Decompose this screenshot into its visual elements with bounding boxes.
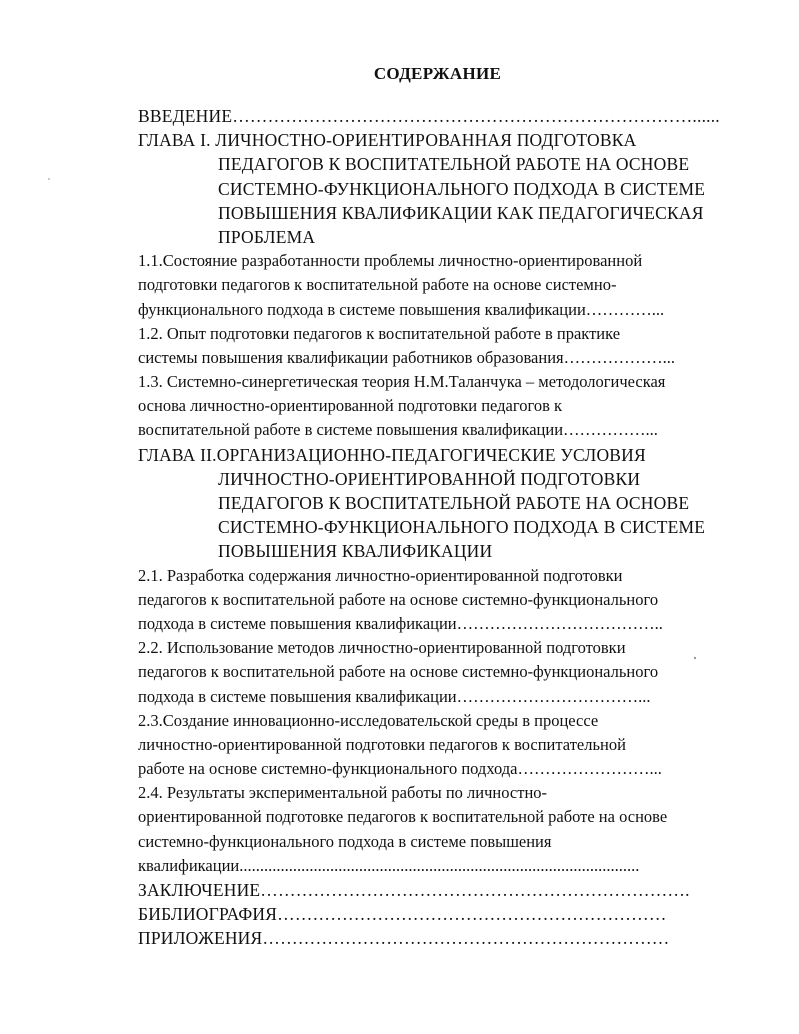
toc-entry-introduction: ВВЕДЕНИЕ……………………………………………………………………...... [138,106,720,126]
toc-chapter-2-heading-line: ПЕДАГОГОВ К ВОСПИТАТЕЛЬНОЙ РАБОТЕ НА ОСНОВЕ [218,493,690,513]
toc-section-1-1-line: подготовки педагогов к воспитательной работе на основе системно- [138,275,617,295]
scan-speck [694,657,696,659]
page-title: СОДЕРЖАНИЕ [373,64,502,83]
toc-chapter-2-heading-line: СИСТЕМНО-ФУНКЦИОНАЛЬНОГО ПОДХОДА В СИСТЕМЕ [218,517,706,538]
toc-chapter-1-heading-line: ПРОБЛЕМА [218,226,316,247]
toc-section-2-2-line: подхода в системе повышения квалификации……………………………... [138,686,651,706]
toc-entry-bibliography: БИБЛИОГРАФИЯ………………………………………………………… [138,904,667,925]
toc-section-1-2: 1.2. Опыт подготовки педагогов к воспитательной работе в практике [138,323,621,343]
toc-section-2-3-line: работе на основе системно-функционального подхода……………………... [138,759,662,779]
toc-section-2-3-line: личностно-ориентированной подготовки педагогов к воспитательной [138,734,626,754]
toc-chapter-2-heading-line: ПОВЫШЕНИЯ КВАЛИФИКАЦИИ [218,541,493,562]
toc-section-1-3: 1.3. Системно-синергетическая теория Н.М.Таланчука – методологическая [138,372,666,392]
table-of-contents [138,104,738,951]
toc-section-2-2-line: педагогов к воспитательной работе на основе системно-функционального [138,662,659,682]
toc-chapter-2-heading: ГЛАВА II.ОРГАНИЗАЦИОННО-ПЕДАГОГИЧЕСКИЕ УСЛОВИЯ [138,444,646,465]
toc-section-2-4-line: системно-функционального подхода в системе повышения [138,831,552,851]
toc-section-2-4-line: ориентированной подготовке педагогов к воспитательной работе на основе [138,807,668,827]
toc-chapter-1-heading-line: ПЕДАГОГОВ К ВОСПИТАТЕЛЬНОЙ РАБОТЕ НА ОСНОВЕ [218,154,690,175]
toc-section-2-1-line: педагогов к воспитательной работе на основе системно-функционального [138,589,659,609]
toc-section-2-3: 2.3.Создание инновационно-исследовательской среды в процессе [138,710,599,730]
toc-section-2-2: 2.2. Использование методов личностно-ориентированной подготовки [138,638,626,658]
toc-section-2-4: 2.4. Результаты экспериментальной работы по личностно- [138,783,548,803]
toc-section-2-1: 2.1. Разработка содержания личностно-ориентированной подготовки [138,565,623,585]
toc-section-1-1-line: функционального подхода в системе повышения квалификации…………... [138,299,665,319]
toc-chapter-2-heading-line: ЛИЧНОСТНО-ОРИЕНТИРОВАННОЙ ПОДГОТОВКИ [218,468,641,489]
toc-section-1-1: 1.1.Состояние разработанности проблемы личностно-ориентированной [138,251,643,271]
toc-section-1-2-line: системы повышения квалификации работников образования………………... [138,347,675,367]
toc-section-1-3-line: основа личностно-ориентированной подготовки педагогов к [138,396,563,416]
toc-chapter-1-heading-line: ПОВЫШЕНИЯ КВАЛИФИКАЦИИ КАК ПЕДАГОГИЧЕСКАЯ [218,202,704,223]
toc-section-2-4-line: квалификации................................................................................................. [138,855,640,875]
toc-entry-appendices: ПРИЛОЖЕНИЯ…………………………………………………………… [138,928,670,949]
toc-entry-conclusion: ЗАКЛЮЧЕНИЕ………………………………………………………………. [138,880,690,900]
toc-chapter-1-heading-line: СИСТЕМНО-ФУНКЦИОНАЛЬНОГО ПОДХОДА В СИСТЕМЕ [218,178,706,199]
toc-chapter-1-heading: ГЛАВА I. ЛИЧНОСТНО-ОРИЕНТИРОВАННАЯ ПОДГОТОВКА [138,130,637,151]
toc-section-2-1-line: подхода в системе повышения квалификации……………………………….. [138,613,663,633]
toc-section-1-3-line: воспитательной работе в системе повышения квалификации……………... [138,420,658,440]
scan-speck [48,178,50,180]
